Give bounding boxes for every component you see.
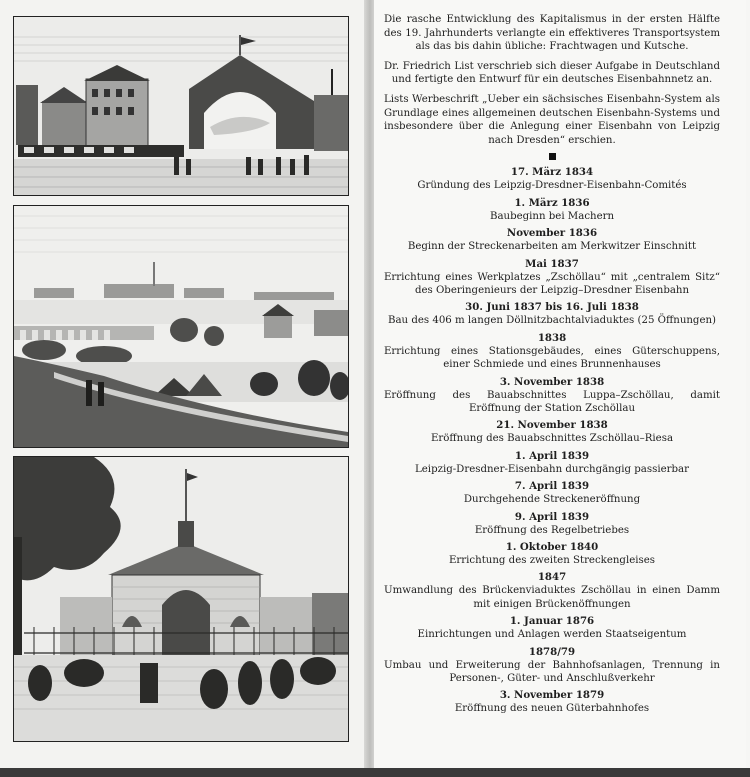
timeline-entry <box>384 689 720 715</box>
timeline-date: 1. Januar 1876 <box>509 615 595 628</box>
timeline-description: Errichtung des zweiten Streckengleises <box>449 555 655 567</box>
timeline-entry <box>384 450 720 476</box>
timeline-date: 1. März 1836 <box>514 196 590 209</box>
section-bullet <box>549 153 556 160</box>
timeline-date: 7. April 1839 <box>514 480 590 493</box>
timeline-date: 1. April 1839 <box>514 449 590 462</box>
timeline-description: Leipzig-Dresdner-Eisenbahn durchgängig passierbar <box>415 463 689 475</box>
timeline-description: Errichtung eines Werkplatzes „Zschöllau“ mit „centralem Sitz“ des Oberingenieurs der Leipzig–Dresdner Eisenbahn <box>384 271 720 296</box>
timeline-description: Gründung des Leipzig-Dresdner-Eisenbahn-Comités <box>417 180 687 192</box>
timeline-date: 21. November 1838 <box>496 419 608 432</box>
timeline-entry <box>384 258 720 298</box>
station-hall-engraving <box>13 16 349 196</box>
chronicle-text <box>384 13 720 720</box>
timeline-entry <box>384 646 720 686</box>
timeline-entry <box>384 419 720 445</box>
timeline-entry <box>384 571 720 611</box>
viaduct-landscape-engraving <box>13 205 349 448</box>
timeline-date: 17. März 1834 <box>510 166 594 179</box>
timeline-description: Durchgehende Streckeneröffnung <box>463 494 641 506</box>
timeline-description: Eröffnung des Bauabschnittes Zschöllau–Riesa <box>430 433 674 445</box>
intro-paragraph: Die rasche Entwicklung des Kapitalismus in der ersten Hälfte des 19. Jahrhunderts verlangte ein effektiveres Transportsystem als das bis dahin übliche: Frachtwagen und Kutsche. <box>384 14 720 53</box>
left-page <box>0 0 366 770</box>
timeline-entry <box>384 541 720 567</box>
timeline-description: Umwandlung des Brückenviaduktes Zschöllau in einen Damm mit einigen Brückenöffnungen <box>384 585 720 610</box>
timeline-description: Eröffnung des Regelbetriebes <box>474 524 630 536</box>
timeline-description: Beginn der Streckenarbeiten am Merkwitzer Einschnitt <box>407 241 697 253</box>
timeline-entry <box>384 332 720 372</box>
timeline-date: 1847 <box>537 571 567 584</box>
timeline-date: November 1836 <box>506 227 598 240</box>
timeline-entry <box>384 227 720 253</box>
timeline-date: 9. April 1839 <box>514 510 590 523</box>
timeline-date: 3. November 1838 <box>499 375 605 388</box>
timeline-description: Einrichtungen und Anlagen werden Staatseigentum <box>417 629 687 641</box>
timeline-date: 1838 <box>537 331 567 344</box>
intro-paragraph: Lists Werbeschrift „Ueber ein sächsisches Eisenbahn-System als Grundlage eines allgemeinen deutschen Eisenbahn-Systems und insbesondere über die Anlegung einer Eisenbahn von Leipzig nach Dresden“ erschien. <box>384 93 720 146</box>
timeline-entry <box>384 166 720 192</box>
timeline-description: Umbau und Erweiterung der Bahnhofsanlagen, Trennung in Personen-, Güter- und Anschlußverkehr <box>384 659 720 685</box>
timeline-date: 3. November 1879 <box>499 689 605 702</box>
timeline-description: Errichtung eines Stationsgebäudes, eines Güterschuppens, einer Schmiede und eines Brunnenhauses <box>384 345 720 371</box>
bottom-shadow <box>0 768 750 777</box>
timeline-date: 1878/79 <box>528 645 576 658</box>
intro-text <box>384 13 720 147</box>
timeline-entry <box>384 301 720 327</box>
timeline-date: Mai 1837 <box>525 257 579 270</box>
station-building-engraving <box>13 456 349 742</box>
timeline-description: Baubeginn bei Machern <box>489 210 615 222</box>
timeline-description: Eröffnung des neuen Güterbahnhofes <box>454 703 650 715</box>
timeline-entry <box>384 511 720 537</box>
timeline-entry <box>384 615 720 641</box>
timeline-entry <box>384 197 720 223</box>
timeline-date: 1. Oktober 1840 <box>505 541 599 554</box>
timeline-date: 30. Juni 1837 bis 16. Juli 1838 <box>465 301 639 314</box>
timeline <box>384 166 720 716</box>
timeline-description: Eröffnung des Bauabschnittes Luppa–Zschöllau, damit Eröffnung der Station Zschöllau <box>384 389 720 414</box>
timeline-description: Bau des 406 m langen Döllnitzbachtalviaduktes (25 Öffnungen) <box>387 315 717 327</box>
timeline-entry <box>384 376 720 416</box>
timeline-entry <box>384 480 720 506</box>
intro-paragraph: Dr. Friedrich List verschrieb sich dieser Aufgabe in Deutschland und fertigte den Entwurf für ein deutsches Eisenbahnnetz an. <box>384 60 720 86</box>
